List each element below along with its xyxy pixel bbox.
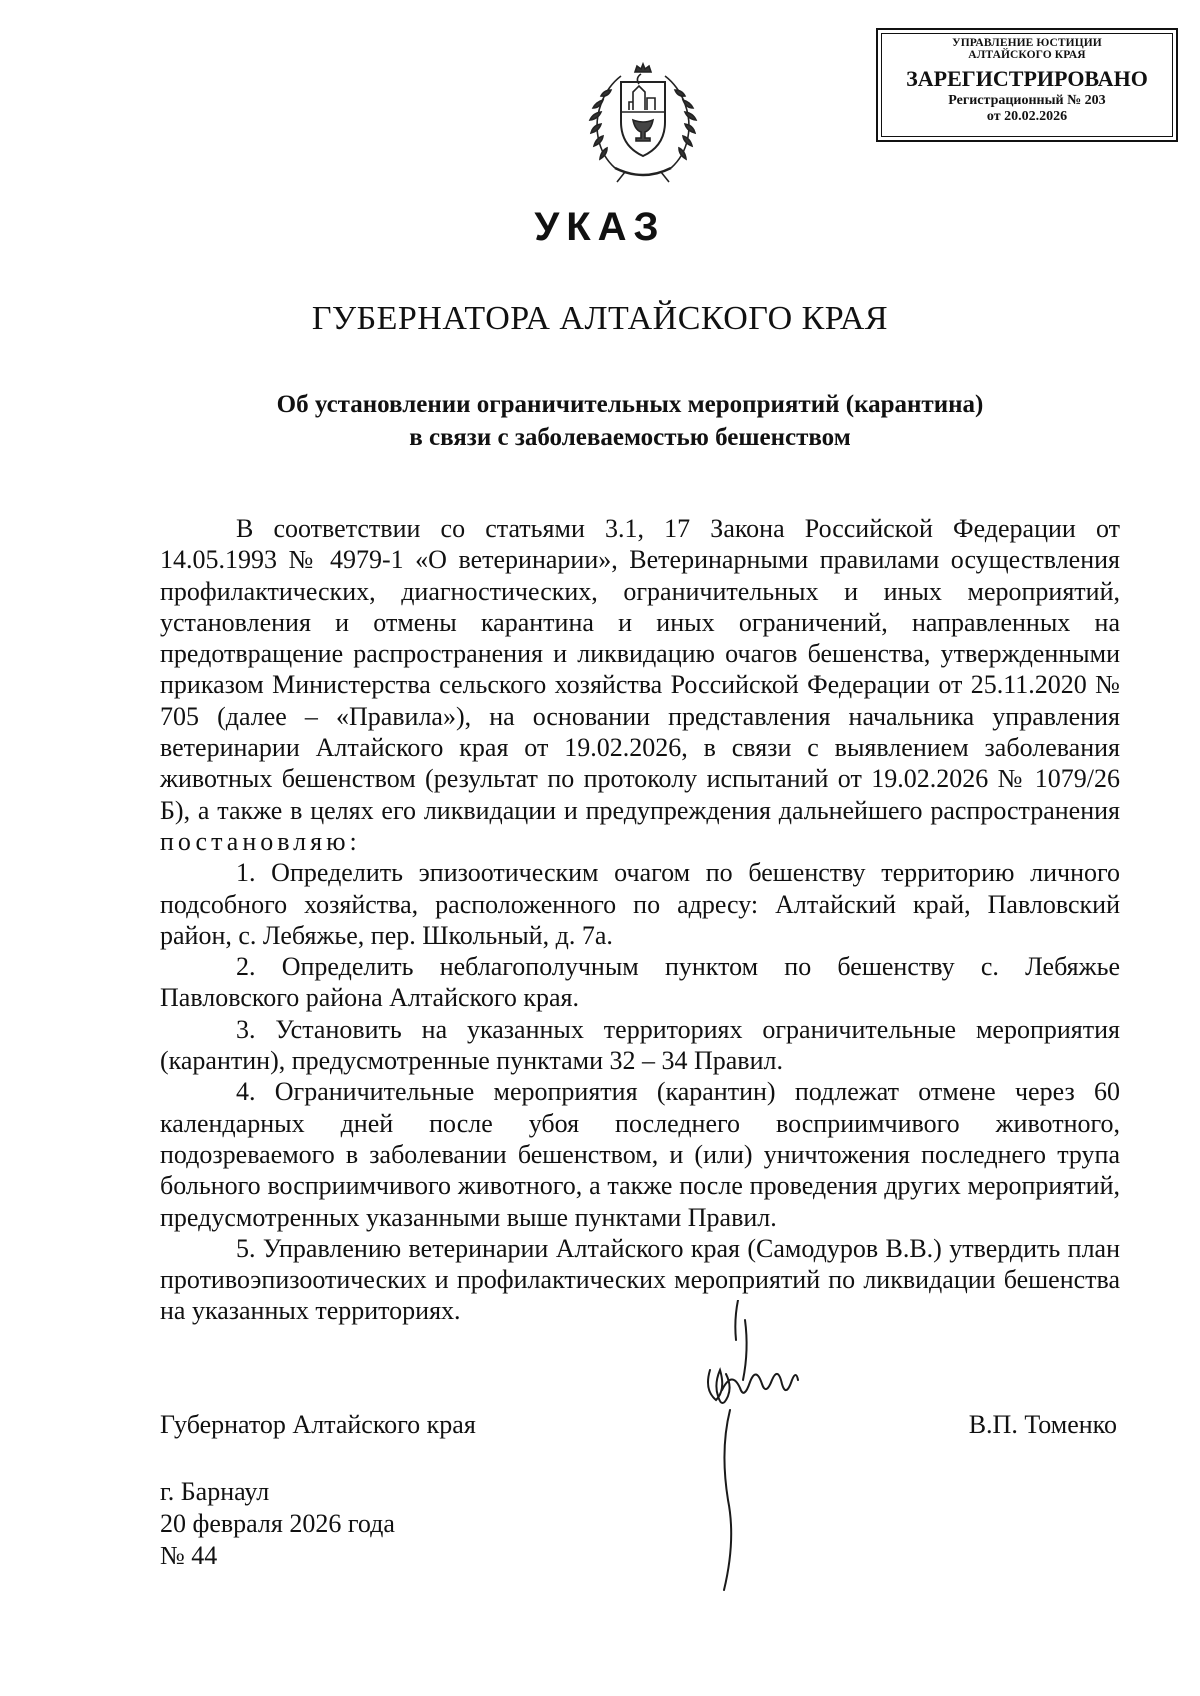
decree-item-3: 3. Установить на указанных территориях ограничительные мероприятия (карантин), предусмотренные пунктами 32 – 34 Правил. <box>160 1014 1120 1076</box>
decree-item-2: 2. Определить неблагополучным пунктом по бешенству с. Лебяжье Павловского района Алтайского края. <box>160 952 1120 1013</box>
stamp-organization: УПРАВЛЕНИЕ ЮСТИЦИИ АЛТАЙСКОГО КРАЯ <box>952 37 1102 62</box>
decree-heading-line-1: Об установлении ограничительных мероприятий (карантина) <box>276 391 984 418</box>
preamble-paragraph <box>160 513 1120 857</box>
decree-body <box>160 513 1120 1327</box>
decree-number: № 44 <box>160 1541 218 1570</box>
document-subtitle: ГУБЕРНАТОРА АЛТАЙСКОГО КРАЯ <box>311 300 889 337</box>
decree-word: постановляю: <box>160 826 361 856</box>
document-title: УКАЗ <box>534 205 666 249</box>
stamp-reg-number: Регистрационный № 203 <box>948 93 1106 109</box>
registration-stamp <box>876 28 1178 142</box>
decree-item-4: 4. Ограничительные мероприятия (карантин) подлежат отмене через 60 календарных дней после убоя последнего восприимчивого животного, подозреваемого в заболевании бешенством, и (или) уничтожения последнего трупа больного восприимчивого животного, а также после проведения других мероприятий, предусмотренных указанными выше пунктами Правил. <box>160 1077 1120 1232</box>
stamp-status: ЗАРЕГИСТРИРОВАНО <box>906 66 1148 92</box>
coat-of-arms-icon <box>585 60 701 184</box>
place-date-number <box>160 1476 395 1572</box>
registration-stamp-inner <box>881 33 1173 137</box>
signer-name: В.П. Томенко <box>968 1410 1117 1439</box>
decree-item-1: 1. Определить эпизоотическим очагом по бешенству территорию личного подсобного хозяйства, расположенного по адресу: Алтайский край, Павловский район, с. Лебяжье, пер. Школьный, д. 7а. <box>160 858 1120 950</box>
city: г. Барнаул <box>160 1477 270 1506</box>
handwritten-signature <box>690 1300 840 1600</box>
signer-position: Губернатор Алтайского края <box>160 1410 476 1439</box>
decree-heading <box>160 388 1100 454</box>
decree-date: 20 февраля 2026 года <box>160 1509 395 1538</box>
decree-item-5: 5. Управлению ветеринарии Алтайского края (Самодуров В.В.) утвердить план противоэпизоотических и профилактических мероприятий по ликвидации бешенства на указанных территориях. <box>160 1233 1120 1326</box>
stamp-reg-date: от 20.02.2026 <box>986 108 1068 124</box>
preamble-text: В соответствии со статьями 3.1, 17 Закона Российской Федерации от 14.05.1993 № 4979-1 «О ветеринарии», Ветеринарными правилами осуществления профилактических, диагностических, ограничительных и иных мероприятий, установления и отмены карантина и иных ограничений, направленных на предотвращение распространения и ликвидацию очагов бешенства, утвержденными приказом Министерства сельского хозяйства Российской Федерации от 25.11.2020 № 705 (далее – «Правила»), на основании представления начальника управления ветеринарии Алтайского края от 19.02.2026, в связи с выявлением заболевания животных бешенством (результат по протоколу испытаний от 19.02.2026 № 1079/26 Б), а также в целях его ликвидации и предупреждения дальнейшего распространения <box>160 514 1120 825</box>
decree-heading-line-2: в связи с заболеваемостью бешенством <box>409 424 851 451</box>
